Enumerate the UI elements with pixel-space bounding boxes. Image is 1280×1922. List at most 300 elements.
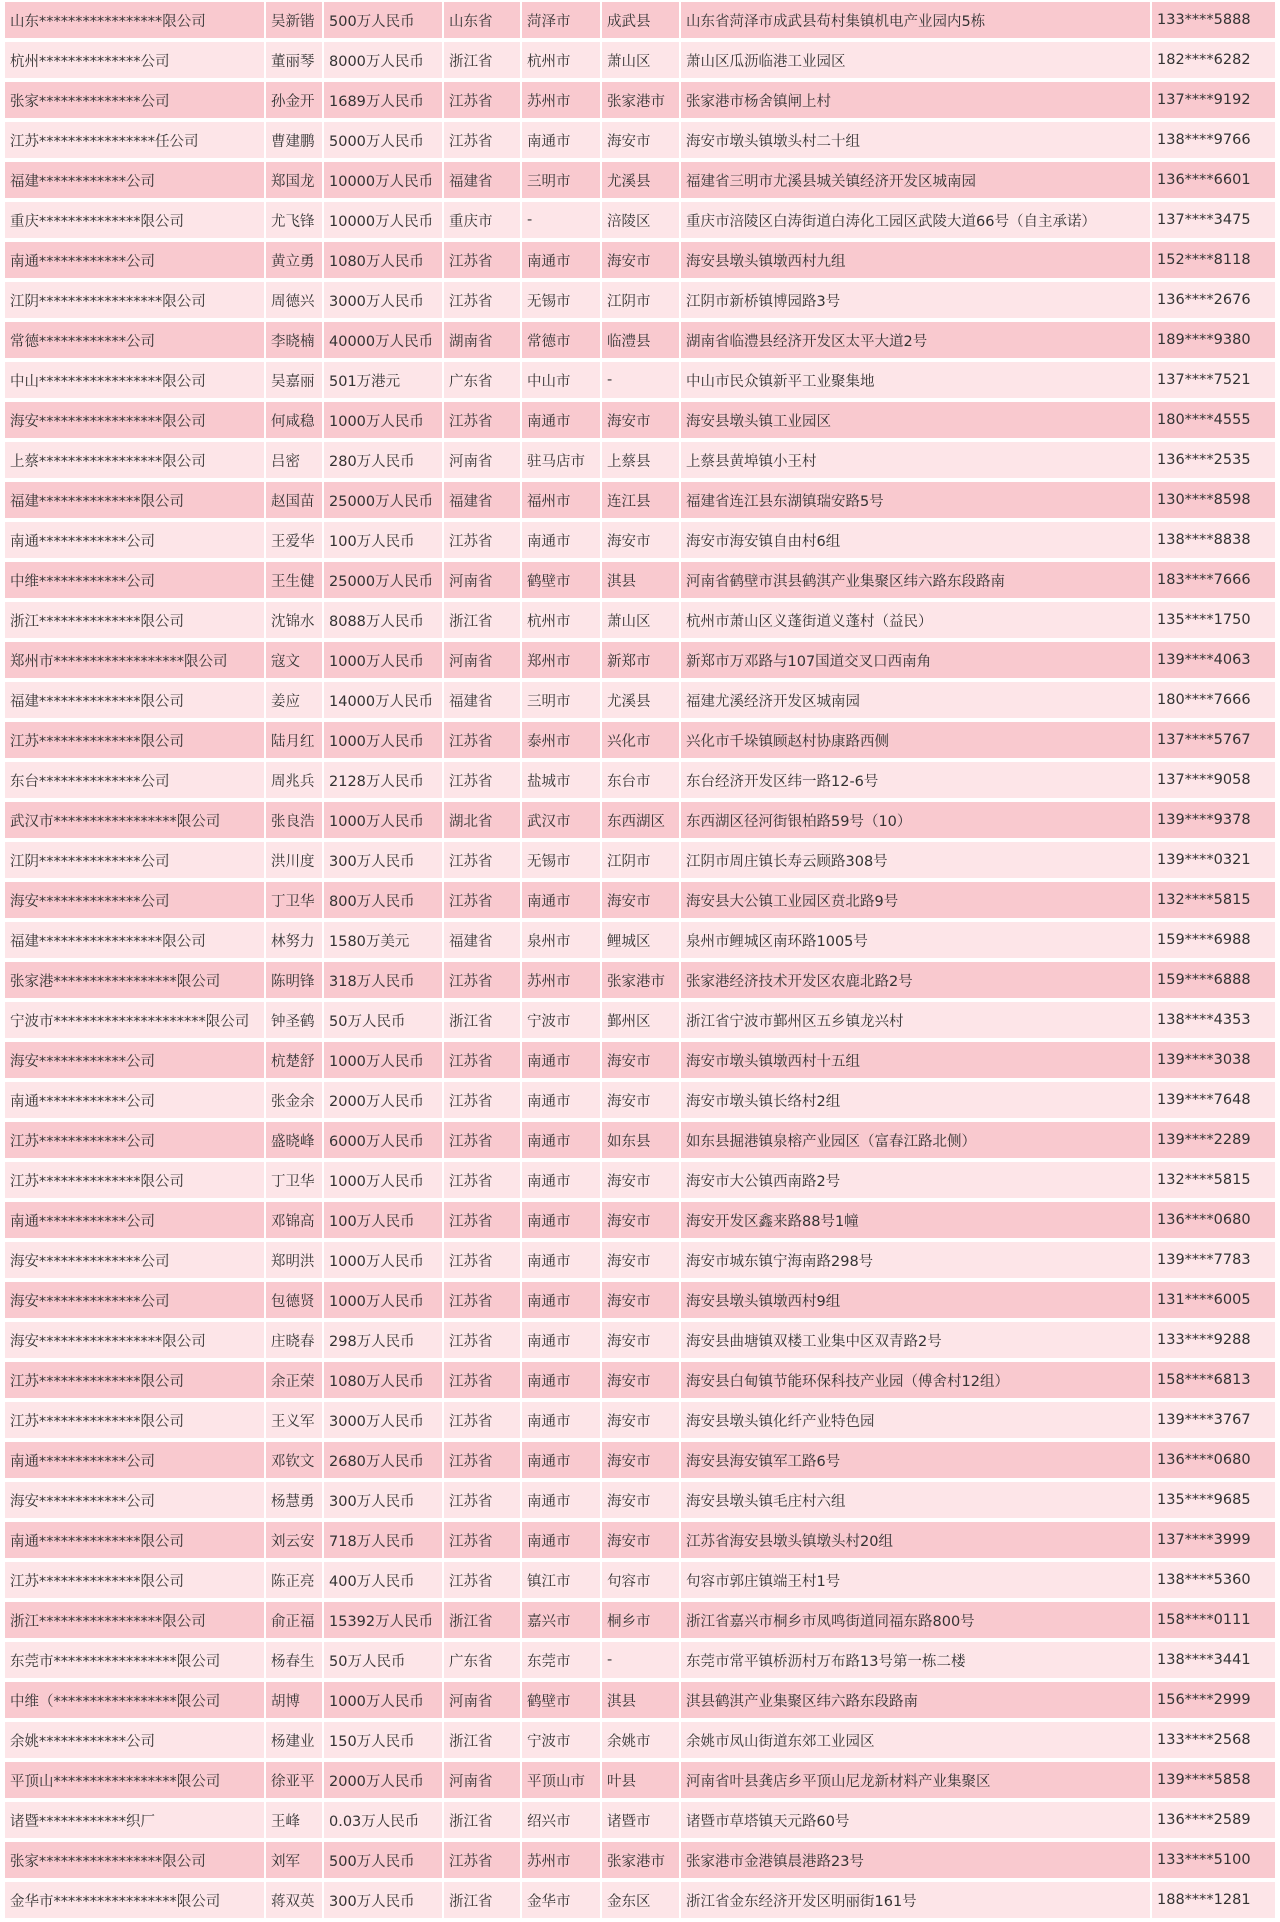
phone-cell: 159****6888: [1152, 962, 1275, 1002]
address-cell: 海安市墩头镇墩西村十五组: [681, 1042, 1152, 1082]
company-name-cell: 东台**************公司: [5, 762, 266, 802]
district-cell: 海安市: [602, 1402, 681, 1442]
address-cell: 海安市墩头镇墩头村二十组: [681, 122, 1152, 162]
district-cell: 淇县: [602, 562, 681, 602]
phone-cell: 138****8838: [1152, 522, 1275, 562]
legal-rep-cell: 沈锦水: [266, 602, 324, 642]
capital-cell: 100万人民币: [324, 1202, 444, 1242]
address-cell: 江阴市周庄镇长寿云顾路308号: [681, 842, 1152, 882]
province-cell: 江苏省: [444, 522, 522, 562]
legal-rep-cell: 刘军: [266, 1842, 324, 1882]
city-cell: 南通市: [522, 1402, 602, 1442]
address-cell: 东莞市常平镇桥沥村万布路13号第一栋二楼: [681, 1642, 1152, 1682]
province-cell: 福建省: [444, 682, 522, 722]
legal-rep-cell: 杨慧勇: [266, 1482, 324, 1522]
district-cell: 海安市: [602, 122, 681, 162]
legal-rep-cell: 丁卫华: [266, 882, 324, 922]
table-row: [5, 1202, 1275, 1242]
city-cell: 宁波市: [522, 1002, 602, 1042]
capital-cell: 1580万美元: [324, 922, 444, 962]
province-cell: 江苏省: [444, 1322, 522, 1362]
district-cell: 张家港市: [602, 82, 681, 122]
address-cell: 海安县墩头镇工业园区: [681, 402, 1152, 442]
legal-rep-cell: 余正荣: [266, 1362, 324, 1402]
city-cell: 驻马店市: [522, 442, 602, 482]
table-row: [5, 162, 1275, 202]
company-name-cell: 中维（*****************限公司: [5, 1682, 266, 1722]
company-name-cell: 杭州**************公司: [5, 42, 266, 82]
table-row: [5, 202, 1275, 242]
address-cell: 海安县曲塘镇双楼工业集中区双青路2号: [681, 1322, 1152, 1362]
address-cell: 海安县墩头镇墩西村九组: [681, 242, 1152, 282]
company-name-cell: 海安**************公司: [5, 1282, 266, 1322]
company-name-cell: 海安**************公司: [5, 882, 266, 922]
legal-rep-cell: 徐亚平: [266, 1762, 324, 1802]
table-row: [5, 1762, 1275, 1802]
phone-cell: 158****0111: [1152, 1602, 1275, 1642]
legal-rep-cell: 洪川度: [266, 842, 324, 882]
legal-rep-cell: 孙金开: [266, 82, 324, 122]
company-name-cell: 浙江**************限公司: [5, 602, 266, 642]
table-row: [5, 1242, 1275, 1282]
district-cell: 鄞州区: [602, 1002, 681, 1042]
company-name-cell: 郑州市******************限公司: [5, 642, 266, 682]
table-row: [5, 1682, 1275, 1722]
phone-cell: 138****5360: [1152, 1562, 1275, 1602]
district-cell: 金东区: [602, 1882, 681, 1922]
address-cell: 张家港市杨舍镇闸上村: [681, 82, 1152, 122]
phone-cell: 188****1281: [1152, 1882, 1275, 1922]
city-cell: 南通市: [522, 122, 602, 162]
capital-cell: 1000万人民币: [324, 1162, 444, 1202]
city-cell: 南通市: [522, 1522, 602, 1562]
capital-cell: 298万人民币: [324, 1322, 444, 1362]
province-cell: 重庆市: [444, 202, 522, 242]
province-cell: 广东省: [444, 362, 522, 402]
address-cell: 淇县鹤淇产业集聚区纬六路东段路南: [681, 1682, 1152, 1722]
capital-cell: 100万人民币: [324, 522, 444, 562]
legal-rep-cell: 张良浩: [266, 802, 324, 842]
legal-rep-cell: 庄晓春: [266, 1322, 324, 1362]
district-cell: 余姚市: [602, 1722, 681, 1762]
province-cell: 江苏省: [444, 1042, 522, 1082]
capital-cell: 318万人民币: [324, 962, 444, 1002]
city-cell: 平顶山市: [522, 1762, 602, 1802]
phone-cell: 189****9380: [1152, 322, 1275, 362]
city-cell: 苏州市: [522, 82, 602, 122]
district-cell: 成武县: [602, 2, 681, 42]
province-cell: 江苏省: [444, 1282, 522, 1322]
company-name-cell: 张家**************公司: [5, 82, 266, 122]
city-cell: 三明市: [522, 682, 602, 722]
legal-rep-cell: 周德兴: [266, 282, 324, 322]
table-row: [5, 722, 1275, 762]
city-cell: 郑州市: [522, 642, 602, 682]
phone-cell: 136****0680: [1152, 1202, 1275, 1242]
district-cell: 上蔡县: [602, 442, 681, 482]
province-cell: 河南省: [444, 442, 522, 482]
phone-cell: 138****4353: [1152, 1002, 1275, 1042]
capital-cell: 718万人民币: [324, 1522, 444, 1562]
city-cell: 杭州市: [522, 602, 602, 642]
city-cell: 南通市: [522, 522, 602, 562]
district-cell: 海安市: [602, 1522, 681, 1562]
company-name-cell: 海安**************公司: [5, 1242, 266, 1282]
capital-cell: 10000万人民币: [324, 202, 444, 242]
capital-cell: 5000万人民币: [324, 122, 444, 162]
province-cell: 湖北省: [444, 802, 522, 842]
company-name-cell: 重庆**************限公司: [5, 202, 266, 242]
capital-cell: 500万人民币: [324, 2, 444, 42]
legal-rep-cell: 王爱华: [266, 522, 324, 562]
district-cell: 涪陵区: [602, 202, 681, 242]
city-cell: 南通市: [522, 882, 602, 922]
province-cell: 江苏省: [444, 1482, 522, 1522]
legal-rep-cell: 吕密: [266, 442, 324, 482]
capital-cell: 3000万人民币: [324, 282, 444, 322]
capital-cell: 1000万人民币: [324, 722, 444, 762]
company-name-cell: 浙江*****************限公司: [5, 1602, 266, 1642]
address-cell: 泉州市鲤城区南环路1005号: [681, 922, 1152, 962]
city-cell: 宁波市: [522, 1722, 602, 1762]
district-cell: 海安市: [602, 402, 681, 442]
province-cell: 江苏省: [444, 282, 522, 322]
company-name-cell: 江苏****************任公司: [5, 122, 266, 162]
city-cell: 南通市: [522, 1442, 602, 1482]
table-row: [5, 1882, 1275, 1922]
legal-rep-cell: 陆月红: [266, 722, 324, 762]
company-name-cell: 福建**************限公司: [5, 482, 266, 522]
province-cell: 浙江省: [444, 42, 522, 82]
legal-rep-cell: 黄立勇: [266, 242, 324, 282]
company-name-cell: 山东*****************限公司: [5, 2, 266, 42]
address-cell: 新郑市万邓路与107国道交叉口西南角: [681, 642, 1152, 682]
company-name-cell: 海安************公司: [5, 1042, 266, 1082]
table-row: [5, 562, 1275, 602]
capital-cell: 1689万人民币: [324, 82, 444, 122]
phone-cell: 130****8598: [1152, 482, 1275, 522]
address-cell: 兴化市千垛镇顾赵村协康路西侧: [681, 722, 1152, 762]
city-cell: 镇江市: [522, 1562, 602, 1602]
company-name-cell: 福建*****************限公司: [5, 922, 266, 962]
district-cell: 萧山区: [602, 602, 681, 642]
address-cell: 浙江省嘉兴市桐乡市凤鸣街道同福东路800号: [681, 1602, 1152, 1642]
phone-cell: 139****0321: [1152, 842, 1275, 882]
city-cell: 杭州市: [522, 42, 602, 82]
district-cell: 如东县: [602, 1122, 681, 1162]
district-cell: 淇县: [602, 1682, 681, 1722]
address-cell: 湖南省临澧县经济开发区太平大道2号: [681, 322, 1152, 362]
table-row: [5, 1562, 1275, 1602]
address-cell: 海安市城东镇宁海南路298号: [681, 1242, 1152, 1282]
company-name-cell: 江苏**************限公司: [5, 722, 266, 762]
province-cell: 江苏省: [444, 82, 522, 122]
table-row: [5, 82, 1275, 122]
company-name-cell: 江苏**************限公司: [5, 1162, 266, 1202]
company-name-cell: 江苏************公司: [5, 1122, 266, 1162]
district-cell: 海安市: [602, 882, 681, 922]
phone-cell: 136****2535: [1152, 442, 1275, 482]
legal-rep-cell: 胡博: [266, 1682, 324, 1722]
phone-cell: 139****3038: [1152, 1042, 1275, 1082]
table-row: [5, 362, 1275, 402]
address-cell: 江阴市新桥镇博园路3号: [681, 282, 1152, 322]
legal-rep-cell: 杨春生: [266, 1642, 324, 1682]
phone-cell: 139****7648: [1152, 1082, 1275, 1122]
district-cell: 萧山区: [602, 42, 681, 82]
table-row: [5, 482, 1275, 522]
capital-cell: 8088万人民币: [324, 602, 444, 642]
capital-cell: 25000万人民币: [324, 562, 444, 602]
city-cell: 南通市: [522, 1042, 602, 1082]
phone-cell: 136****0680: [1152, 1442, 1275, 1482]
capital-cell: 6000万人民币: [324, 1122, 444, 1162]
province-cell: 福建省: [444, 922, 522, 962]
city-cell: 南通市: [522, 1082, 602, 1122]
legal-rep-cell: 盛晓峰: [266, 1122, 324, 1162]
company-name-cell: 平顶山*****************限公司: [5, 1762, 266, 1802]
province-cell: 江苏省: [444, 962, 522, 1002]
table-row: [5, 642, 1275, 682]
capital-cell: 14000万人民币: [324, 682, 444, 722]
city-cell: 中山市: [522, 362, 602, 402]
table-row: [5, 402, 1275, 442]
city-cell: 南通市: [522, 242, 602, 282]
city-cell: 泰州市: [522, 722, 602, 762]
province-cell: 江苏省: [444, 242, 522, 282]
capital-cell: 280万人民币: [324, 442, 444, 482]
address-cell: 句容市郭庄镇端王村1号: [681, 1562, 1152, 1602]
table-row: [5, 1602, 1275, 1642]
phone-cell: 133****9288: [1152, 1322, 1275, 1362]
capital-cell: 1080万人民币: [324, 1362, 444, 1402]
province-cell: 河南省: [444, 1762, 522, 1802]
district-cell: 连江县: [602, 482, 681, 522]
phone-cell: 182****6282: [1152, 42, 1275, 82]
city-cell: 泉州市: [522, 922, 602, 962]
phone-cell: 132****5815: [1152, 1162, 1275, 1202]
phone-cell: 139****2289: [1152, 1122, 1275, 1162]
district-cell: 海安市: [602, 1362, 681, 1402]
legal-rep-cell: 姜应: [266, 682, 324, 722]
city-cell: 南通市: [522, 402, 602, 442]
district-cell: 江阴市: [602, 842, 681, 882]
capital-cell: 3000万人民币: [324, 1402, 444, 1442]
district-cell: 叶县: [602, 1762, 681, 1802]
legal-rep-cell: 林努力: [266, 922, 324, 962]
capital-cell: 150万人民币: [324, 1722, 444, 1762]
company-name-cell: 福建************公司: [5, 162, 266, 202]
table-row: [5, 2, 1275, 42]
address-cell: 海安开发区鑫来路88号1幢: [681, 1202, 1152, 1242]
legal-rep-cell: 寇文: [266, 642, 324, 682]
province-cell: 江苏省: [444, 1442, 522, 1482]
legal-rep-cell: 邓锦高: [266, 1202, 324, 1242]
phone-cell: 137****7521: [1152, 362, 1275, 402]
address-cell: 中山市民众镇新平工业聚集地: [681, 362, 1152, 402]
address-cell: 海安县白甸镇节能环保科技产业园（傅舍村12组）: [681, 1362, 1152, 1402]
province-cell: 江苏省: [444, 1562, 522, 1602]
capital-cell: 50万人民币: [324, 1642, 444, 1682]
legal-rep-cell: 王生健: [266, 562, 324, 602]
phone-cell: 139****3767: [1152, 1402, 1275, 1442]
capital-cell: 2128万人民币: [324, 762, 444, 802]
province-cell: 江苏省: [444, 842, 522, 882]
legal-rep-cell: 刘云安: [266, 1522, 324, 1562]
city-cell: 南通市: [522, 1362, 602, 1402]
company-name-cell: 海安*****************限公司: [5, 1322, 266, 1362]
company-name-cell: 余姚************公司: [5, 1722, 266, 1762]
legal-rep-cell: 杭楚舒: [266, 1042, 324, 1082]
province-cell: 浙江省: [444, 1602, 522, 1642]
table-body: [5, 2, 1275, 1922]
phone-cell: 139****9378: [1152, 802, 1275, 842]
province-cell: 江苏省: [444, 1202, 522, 1242]
province-cell: 河南省: [444, 1682, 522, 1722]
company-name-cell: 上蔡*****************限公司: [5, 442, 266, 482]
address-cell: 福建省三明市尤溪县城关镇经济开发区城南园: [681, 162, 1152, 202]
table-row: [5, 442, 1275, 482]
legal-rep-cell: 陈明锋: [266, 962, 324, 1002]
city-cell: 南通市: [522, 1122, 602, 1162]
phone-cell: 136****2676: [1152, 282, 1275, 322]
capital-cell: 400万人民币: [324, 1562, 444, 1602]
legal-rep-cell: 丁卫华: [266, 1162, 324, 1202]
city-cell: 武汉市: [522, 802, 602, 842]
address-cell: 浙江省金东经济开发区明丽街161号: [681, 1882, 1152, 1922]
city-cell: 苏州市: [522, 1842, 602, 1882]
city-cell: 南通市: [522, 1242, 602, 1282]
capital-cell: 1000万人民币: [324, 1282, 444, 1322]
district-cell: 东台市: [602, 762, 681, 802]
table-row: [5, 1002, 1275, 1042]
address-cell: 海安市墩头镇长络村2组: [681, 1082, 1152, 1122]
province-cell: 浙江省: [444, 1882, 522, 1922]
table-row: [5, 882, 1275, 922]
table-row: [5, 522, 1275, 562]
address-cell: 浙江省宁波市鄞州区五乡镇龙兴村: [681, 1002, 1152, 1042]
company-name-cell: 南通**************限公司: [5, 1522, 266, 1562]
district-cell: 句容市: [602, 1562, 681, 1602]
company-name-cell: 江苏**************限公司: [5, 1402, 266, 1442]
legal-rep-cell: 郑明洪: [266, 1242, 324, 1282]
phone-cell: 137****3475: [1152, 202, 1275, 242]
district-cell: -: [602, 1642, 681, 1682]
legal-rep-cell: 赵国苗: [266, 482, 324, 522]
district-cell: 东西湖区: [602, 802, 681, 842]
city-cell: 苏州市: [522, 962, 602, 1002]
district-cell: 江阴市: [602, 282, 681, 322]
table-row: [5, 1122, 1275, 1162]
city-cell: 南通市: [522, 1322, 602, 1362]
province-cell: 江苏省: [444, 1242, 522, 1282]
legal-rep-cell: 张金余: [266, 1082, 324, 1122]
city-cell: 南通市: [522, 1282, 602, 1322]
capital-cell: 501万港元: [324, 362, 444, 402]
district-cell: 海安市: [602, 1282, 681, 1322]
address-cell: 河南省叶县龚店乡平顶山尼龙新材料产业集聚区: [681, 1762, 1152, 1802]
phone-cell: 138****9766: [1152, 122, 1275, 162]
city-cell: 菏泽市: [522, 2, 602, 42]
legal-rep-cell: 王峰: [266, 1802, 324, 1842]
phone-cell: 131****6005: [1152, 1282, 1275, 1322]
legal-rep-cell: 郑国龙: [266, 162, 324, 202]
phone-cell: 183****7666: [1152, 562, 1275, 602]
phone-cell: 132****5815: [1152, 882, 1275, 922]
address-cell: 福建省连江县东湖镇瑞安路5号: [681, 482, 1152, 522]
capital-cell: 2000万人民币: [324, 1762, 444, 1802]
company-name-cell: 武汉市*****************限公司: [5, 802, 266, 842]
city-cell: 南通市: [522, 1202, 602, 1242]
province-cell: 江苏省: [444, 762, 522, 802]
table-row: [5, 282, 1275, 322]
table-row: [5, 1402, 1275, 1442]
capital-cell: 1080万人民币: [324, 242, 444, 282]
capital-cell: 15392万人民币: [324, 1602, 444, 1642]
table-row: [5, 1162, 1275, 1202]
city-cell: 盐城市: [522, 762, 602, 802]
province-cell: 江苏省: [444, 1842, 522, 1882]
phone-cell: 133****5100: [1152, 1842, 1275, 1882]
company-name-cell: 江阴*****************限公司: [5, 282, 266, 322]
legal-rep-cell: 曹建鹏: [266, 122, 324, 162]
legal-rep-cell: 吴嘉丽: [266, 362, 324, 402]
table-row: [5, 1082, 1275, 1122]
province-cell: 河南省: [444, 642, 522, 682]
address-cell: 海安县海安镇军工路6号: [681, 1442, 1152, 1482]
province-cell: 江苏省: [444, 402, 522, 442]
table-row: [5, 802, 1275, 842]
company-table: [5, 2, 1275, 1922]
address-cell: 海安市海安镇自由村6组: [681, 522, 1152, 562]
address-cell: 海安县墩头镇墩西村9组: [681, 1282, 1152, 1322]
legal-rep-cell: 邓钦文: [266, 1442, 324, 1482]
company-name-cell: 金华市*****************限公司: [5, 1882, 266, 1922]
address-cell: 上蔡县黄埠镇小王村: [681, 442, 1152, 482]
district-cell: 诸暨市: [602, 1802, 681, 1842]
city-cell: 鹤壁市: [522, 562, 602, 602]
phone-cell: 137****9192: [1152, 82, 1275, 122]
phone-cell: 133****5888: [1152, 2, 1275, 42]
phone-cell: 137****9058: [1152, 762, 1275, 802]
capital-cell: 50万人民币: [324, 1002, 444, 1042]
table-row: [5, 1842, 1275, 1882]
district-cell: 海安市: [602, 1442, 681, 1482]
district-cell: 尤溪县: [602, 162, 681, 202]
company-name-cell: 宁波市*********************限公司: [5, 1002, 266, 1042]
table-row: [5, 1482, 1275, 1522]
phone-cell: 152****8118: [1152, 242, 1275, 282]
phone-cell: 138****3441: [1152, 1642, 1275, 1682]
city-cell: 三明市: [522, 162, 602, 202]
province-cell: 浙江省: [444, 1722, 522, 1762]
legal-rep-cell: 陈正亮: [266, 1562, 324, 1602]
province-cell: 浙江省: [444, 1802, 522, 1842]
legal-rep-cell: 蒋双英: [266, 1882, 324, 1922]
address-cell: 海安县墩头镇毛庄村六组: [681, 1482, 1152, 1522]
company-name-cell: 常德************公司: [5, 322, 266, 362]
address-cell: 余姚市凤山街道东郊工业园区: [681, 1722, 1152, 1762]
company-name-cell: 诸暨************织厂: [5, 1802, 266, 1842]
company-name-cell: 江阴**************公司: [5, 842, 266, 882]
address-cell: 如东县掘港镇泉榕产业园区（富春江路北侧）: [681, 1122, 1152, 1162]
province-cell: 江苏省: [444, 1522, 522, 1562]
table-row: [5, 922, 1275, 962]
legal-rep-cell: 周兆兵: [266, 762, 324, 802]
legal-rep-cell: 尤飞锋: [266, 202, 324, 242]
legal-rep-cell: 包德贤: [266, 1282, 324, 1322]
company-name-cell: 张家*****************限公司: [5, 1842, 266, 1882]
